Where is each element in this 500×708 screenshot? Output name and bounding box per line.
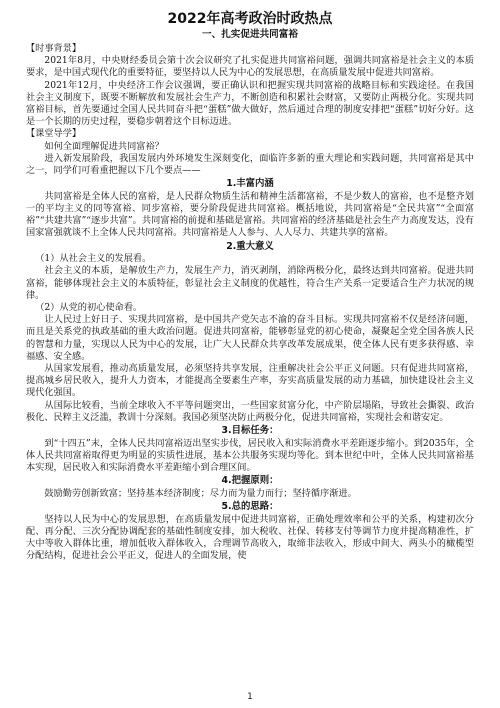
section-1-paragraph: 共同富裕是全体人民的富裕，是人民群众物质生活和精神生活都富裕，不是少数人的富裕，也不是整齐划一的平均主义的同等富裕、同步富裕，要分阶段促进共同富裕。概括地说，共同富裕是“全民共富”“全面富裕”“共建共富”“逐步共富”。共同富裕的前提和基础是富裕。共同富裕的经济基础是社会生产力高度发达，没有国家富强就谈不上全体人民共同富裕。共同富裕是人人参与、人人尽力、共建共享的富裕。 — [26, 190, 474, 239]
section-4-title: 4.把握原则： — [221, 475, 279, 487]
section-3-title: 3.目标任务： — [221, 425, 279, 437]
section-3-paragraph: 到“十四五”末，全体人民共同富裕迈出坚实步伐，居民收入和实际消费水平差距逐步缩小。到2035年，全体人民共同富裕取得更为明显的实质性进展，基本公共服务实现均等化。到本世纪中叶，全体人民共同富裕基本实现，居民收入和实际消费水平差距缩小到合理区间。 — [26, 437, 474, 474]
news-paragraph-1: 2021年8月，中央财经委员会第十次会议研究了扎实促进共同富裕问题，强调共同富裕是社会主义的本质要求，是中国式现代化的重要特征，要坚持以人民为中心的发展思想，在高质量发展中促进共同富裕。 — [26, 55, 474, 79]
section-label-guide: 【课堂导学】 — [26, 128, 82, 140]
section-2-subheading-1: （1）从社会主义的发展看。 — [35, 253, 152, 265]
document-subtitle: 一、扎实促进共同富裕 — [202, 29, 298, 40]
section-2-paragraph-1: 社会主义的本质，是解放生产力，发展生产力，消灭剥削，消除两极分化，最终达到共同富裕。促进共同富裕，能够体现社会主义的本质特征，彰显社会主义制度的优越性，符合生产关系一定要适合生产力状况的规律。 — [26, 265, 474, 301]
section-2-paragraph-3: 从国家发展看，推动高质量发展，必须坚持共享发展，注重解决社会公平正义问题。只有促进共同富裕，提高城乡居民收入，提升人力资本，才能提高全要素生产率，夯实高质量发展的动力基础，加快建设社会主义现代化强国。 — [26, 363, 474, 399]
news-paragraph-2: 2021年12月，中央经济工作会议强调，要正确认识和把握实现共同富裕的战略目标和实践途径。在我国社会主义制度下，既要不断解放和发展社会生产力，不断创造和积累社会财富，又要防止两极分化。实现共同富裕目标，首先要通过全国人民共同奋斗把“蛋糕”做大做好，然后通过合理的制度安排把“蛋糕”切好分好。这是一个长期的历史过程，要稳步朝着这个目标迈进。 — [26, 79, 474, 128]
section-2-paragraph-4: 从国际比较看，当前全球收入不平等问题突出，一些国家贫富分化，中产阶层塌陷，导致社会撕裂、政治极化、民粹主义泛滥，教训十分深刻。我国必须坚决防止两极分化，促进共同富裕，实现社会和谐安定。 — [26, 399, 474, 423]
section-2-title: 2.重大意义 — [226, 240, 274, 252]
guide-paragraph: 进入新发展阶段，我国发展内外环境发生深刻变化，面临许多新的重大理论和实践问题，共同富裕是其中之一，同学们可看重把握以下几个要点—— — [26, 152, 474, 177]
document-title: 2022年高考政治时政热点 — [167, 11, 333, 27]
section-5-title: 5.总的思路： — [221, 501, 279, 513]
section-label-news: 【时事背景】 — [26, 43, 82, 54]
section-1-title: 1.丰富内涵 — [226, 178, 274, 190]
section-4-paragraph: 鼓励勤劳创新致富；坚持基本经济制度；尽力而为量力而行；坚持循序渐进。 — [44, 487, 357, 499]
section-2-subheading-2: （2）从党的初心使命看。 — [35, 302, 143, 314]
page-number: 1 — [247, 692, 253, 702]
guide-question: 如何全面理解促进共同富裕？ — [44, 140, 164, 152]
section-2-paragraph-2: 让人民过上好日子、实现共同富裕，是中国共产党矢志不渝的奋斗目标。实现共同富裕不仅是经济问题，而且是关系党的执政基础的重大政治问题。促进共同富裕，能够彰显党的初心使命，凝聚起全党全国各族人民的智慧和力量，实现以人民为中心的发展，让广大人民群众共享改革发展成果，使全体人民有更多获得感、幸福感、安全感。 — [26, 314, 474, 362]
section-5-paragraph: 坚持以人民为中心的发展思想，在高质量发展中促进共同富裕，正确处理效率和公平的关系，构建初次分配、再分配、三次分配协调配套的基础性制度安排，加大税收、社保、转移支付等调节力度并提高精准性，扩大中等收入群体比重，增加低收入群体收入，合理调节高收入，取缔非法收入，形成中间大、两头小的橄榄型分配结构，促进社会公平正义，促进人的全面发展，使 — [26, 513, 474, 562]
